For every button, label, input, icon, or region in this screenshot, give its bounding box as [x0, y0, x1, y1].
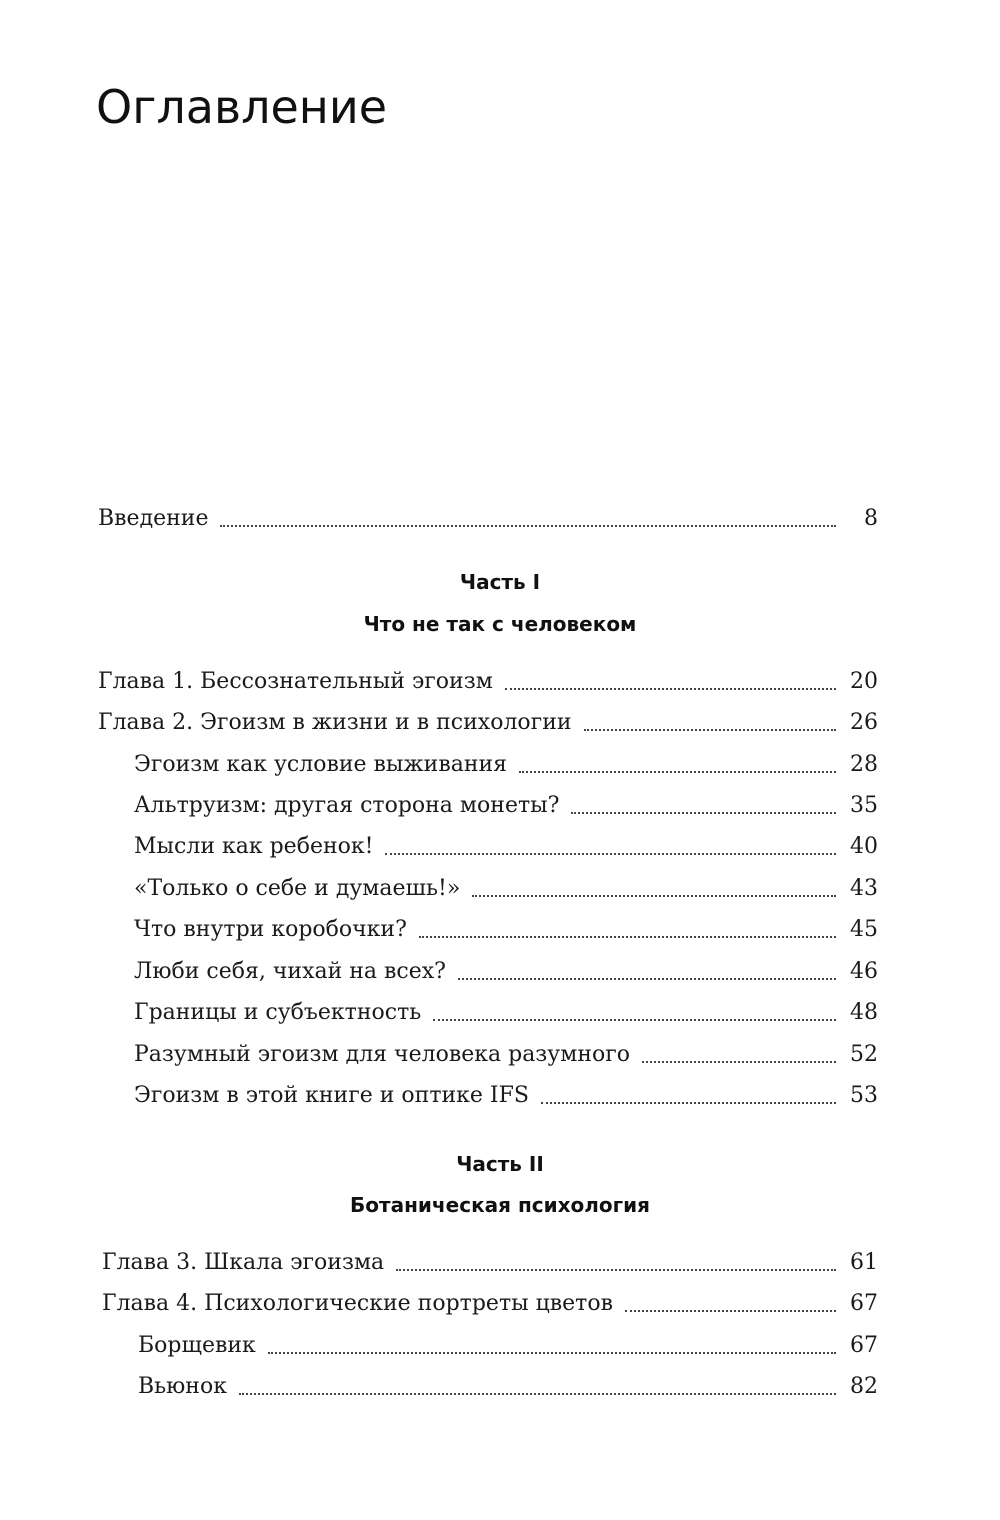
toc-entry-page: 46 [850, 959, 878, 984]
toc-entry-section[interactable] [134, 830, 878, 864]
toc-entry-chapter-2[interactable] [98, 706, 878, 740]
toc-entry-page: 82 [850, 1374, 878, 1399]
toc-entry-label: Глава 2. Эгоизм в жизни и в психологии [98, 710, 572, 735]
toc-entry-label: Введение [98, 506, 209, 531]
toc-entry-label: Разумный эгоизм для человека разумного [134, 1042, 631, 1067]
leader-dots [505, 665, 836, 699]
toc-entry-page: 35 [850, 793, 878, 818]
leader-dots [625, 1287, 836, 1321]
leader-dots [584, 706, 836, 740]
toc-entry-label: Эгоизм в этой книге и оптике IFS [134, 1083, 529, 1108]
toc-entry-label: Глава 3. Шкала эгоизма [102, 1250, 385, 1275]
part-2-subtitle: Ботаническая психология [350, 1193, 650, 1217]
toc-entry-intro[interactable] [98, 502, 878, 536]
toc-entry-section[interactable] [138, 1329, 878, 1363]
leader-dots [642, 1038, 836, 1072]
toc-entry-section[interactable] [134, 955, 878, 989]
leader-dots [239, 1370, 836, 1404]
toc-entry-label: Глава 4. Психологические портреты цветов [102, 1291, 613, 1316]
toc-entry-section[interactable] [134, 789, 878, 823]
leader-dots [385, 830, 836, 864]
part-1-heading: Часть I [459, 570, 541, 594]
toc-entry-label: Люби себя, чихай на всех? [134, 959, 446, 984]
toc-entry-page: 40 [850, 834, 878, 859]
leader-dots [433, 996, 836, 1030]
leader-dots [268, 1329, 836, 1363]
toc-entry-page: 8 [864, 506, 878, 531]
toc-entry-label: Альтруизм: другая сторона монеты? [134, 793, 560, 818]
toc-entry-section[interactable] [134, 913, 878, 947]
toc-entry-label: Что внутри коробочки? [134, 917, 407, 942]
toc-entry-section[interactable] [134, 748, 878, 782]
toc-entry-page: 28 [850, 752, 878, 777]
toc-entry-label: Эгоизм как условие выживания [134, 752, 508, 777]
toc-entry-label: Границы и субъектность [134, 1000, 422, 1025]
toc-entry-chapter-3[interactable] [102, 1246, 878, 1280]
leader-dots [458, 955, 836, 989]
toc-entry-chapter-1[interactable] [98, 665, 878, 699]
page-title: Оглавление [96, 80, 388, 134]
toc-entry-label: Борщевик [138, 1333, 256, 1358]
toc-entry-label: Вьюнок [138, 1374, 227, 1399]
toc-entry-section[interactable] [134, 1079, 878, 1113]
leader-dots [519, 748, 836, 782]
toc-entry-chapter-4[interactable] [102, 1287, 878, 1321]
leader-dots [571, 789, 836, 823]
toc-entry-page: 48 [850, 1000, 878, 1025]
toc-entry-section[interactable] [134, 872, 878, 906]
leader-dots [220, 502, 836, 536]
toc-entry-label: Мысли как ребенок! [134, 834, 374, 859]
toc-entry-label: «Только о себе и думаешь!» [134, 876, 461, 901]
toc-entry-section[interactable] [134, 1038, 878, 1072]
leader-dots [419, 913, 836, 947]
toc-entry-page: 53 [850, 1083, 878, 1108]
toc-entry-page: 61 [850, 1250, 878, 1275]
toc-entry-page: 67 [850, 1333, 878, 1358]
toc-entry-section[interactable] [138, 1370, 878, 1404]
toc-entry-section[interactable] [134, 996, 878, 1030]
toc-entry-label: Глава 1. Бессознательный эгоизм [98, 669, 493, 694]
leader-dots [396, 1246, 836, 1280]
part-2-heading: Часть II [456, 1152, 544, 1176]
leader-dots [541, 1079, 836, 1113]
toc-entry-page: 45 [850, 917, 878, 942]
part-1-subtitle: Что не так с человеком [363, 612, 637, 636]
toc-entry-page: 43 [850, 876, 878, 901]
toc-entry-page: 26 [850, 710, 878, 735]
toc-entry-page: 20 [850, 669, 878, 694]
leader-dots [472, 872, 836, 906]
toc-entry-page: 67 [850, 1291, 878, 1316]
toc-entry-page: 52 [850, 1042, 878, 1067]
